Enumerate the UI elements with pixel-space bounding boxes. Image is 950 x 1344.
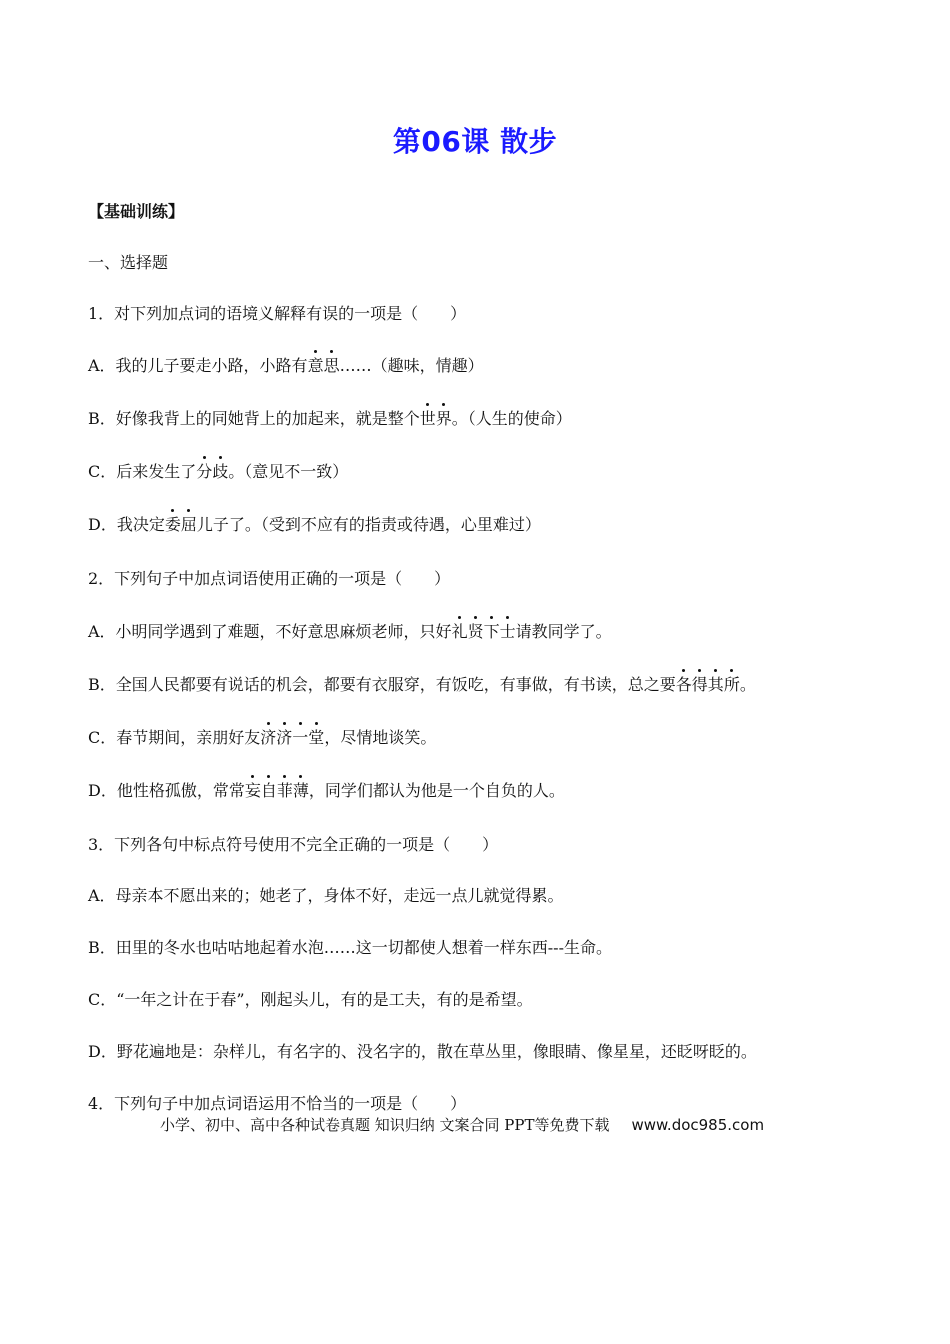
emphasized-word <box>260 728 324 747</box>
option-text: D．我决定 <box>88 515 165 534</box>
emphasis-char: 贤 <box>468 620 484 644</box>
option-line: B．田里的冬水也咕咕地起着水泡……这一切都使人想着一样东西---生命。 <box>88 938 612 957</box>
option-text: C．春节期间，亲朋好友 <box>88 728 261 747</box>
option-text: B．好像我背上的同她背上的加起来，就是整个 <box>88 409 420 428</box>
option-text: 。 <box>739 675 756 694</box>
option-text: A．我的儿子要走小路，小路有 <box>88 356 308 375</box>
option-line <box>88 673 756 697</box>
emphasis-char: 所 <box>724 673 740 697</box>
emphasis-char: 委 <box>165 513 181 537</box>
emphasis-char: 士 <box>500 620 516 644</box>
option-text: ，尽情地谈笑。 <box>324 728 437 747</box>
option-line <box>88 779 565 803</box>
emphasis-char: 妄 <box>245 779 261 803</box>
option-text: D．他性格孤傲，常常 <box>88 781 245 800</box>
option-line <box>88 513 541 537</box>
emphasis-char: 得 <box>692 673 708 697</box>
option-line <box>88 460 348 484</box>
option-text: 。（意见不一致） <box>228 462 349 481</box>
option-text: A．小明同学遇到了难题，不好意思麻烦老师，只好 <box>88 622 452 641</box>
footer-text: 小学、初中、高中各种试卷真题 知识归纳 文案合同 PPT等免费下载 <box>160 1116 610 1134</box>
footer-url[interactable]: www.doc985.com <box>631 1116 765 1134</box>
emphasized-word <box>452 622 516 641</box>
option-line <box>88 726 436 750</box>
emphasized-word <box>420 409 452 428</box>
emphasized-word <box>165 515 197 534</box>
emphasis-char: 屈 <box>181 513 197 537</box>
option-text: ……（趣味，情趣） <box>339 356 484 375</box>
emphasis-char: 意 <box>308 354 324 378</box>
option-line: A．母亲本不愿出来的；她老了，身体不好，走远一点儿就觉得累。 <box>88 886 564 905</box>
option-text: 。（人生的使命） <box>451 409 572 428</box>
emphasis-char: 菲 <box>277 779 293 803</box>
emphasis-char: 各 <box>676 673 692 697</box>
emphasis-char: 一 <box>292 726 308 750</box>
emphasized-word <box>308 356 340 375</box>
emphasized-word <box>676 675 740 694</box>
emphasized-word <box>196 462 228 481</box>
emphasis-char: 世 <box>420 407 436 431</box>
section-heading: 【基础训练】 <box>88 202 185 221</box>
emphasis-char: 分 <box>196 460 212 484</box>
option-text: 儿子了。（受到不应有的指责或待遇，心里难过） <box>196 515 541 534</box>
emphasis-char: 礼 <box>452 620 468 644</box>
emphasis-char: 济 <box>276 726 292 750</box>
emphasis-char: 下 <box>484 620 500 644</box>
emphasis-char: 思 <box>324 354 340 378</box>
emphasis-char: 其 <box>708 673 724 697</box>
emphasized-word <box>245 781 309 800</box>
option-line: D．野花遍地是：杂样儿，有名字的、没名字的，散在草丛里，像眼睛、像星星，还眨呀眨的。 <box>88 1042 757 1061</box>
question-stem: 2．下列句子中加点词语使用正确的一项是（ ） <box>88 569 451 588</box>
option-line <box>88 620 612 644</box>
emphasis-char: 济 <box>260 726 276 750</box>
question-stem: 4．下列句子中加点词语运用不恰当的一项是（ ） <box>88 1094 467 1113</box>
question-stem: 1．对下列加点词的语境义解释有误的一项是（ ） <box>88 304 467 323</box>
emphasis-char: 薄 <box>293 779 309 803</box>
option-line: C．“一年之计在于春”，刚起头儿，有的是工夫，有的是希望。 <box>88 990 533 1009</box>
page-title: 第06课 散步 <box>392 125 558 158</box>
option-text: 请教同学了。 <box>515 622 612 641</box>
option-text: B．全国人民都要有说话的机会，都要有衣服穿，有饭吃，有事做，有书读，总之要 <box>88 675 676 694</box>
question-stem: 3．下列各句中标点符号使用不完全正确的一项是（ ） <box>88 835 499 854</box>
option-text: C．后来发生了 <box>88 462 197 481</box>
emphasis-char: 界 <box>436 407 452 431</box>
emphasis-char: 堂 <box>308 726 324 750</box>
option-line <box>88 354 484 378</box>
option-line <box>88 407 572 431</box>
part-heading: 一、选择题 <box>88 253 169 272</box>
emphasis-char: 歧 <box>212 460 228 484</box>
option-text: ，同学们都认为他是一个自负的人。 <box>308 781 565 800</box>
page-footer <box>160 1114 764 1135</box>
emphasis-char: 自 <box>261 779 277 803</box>
